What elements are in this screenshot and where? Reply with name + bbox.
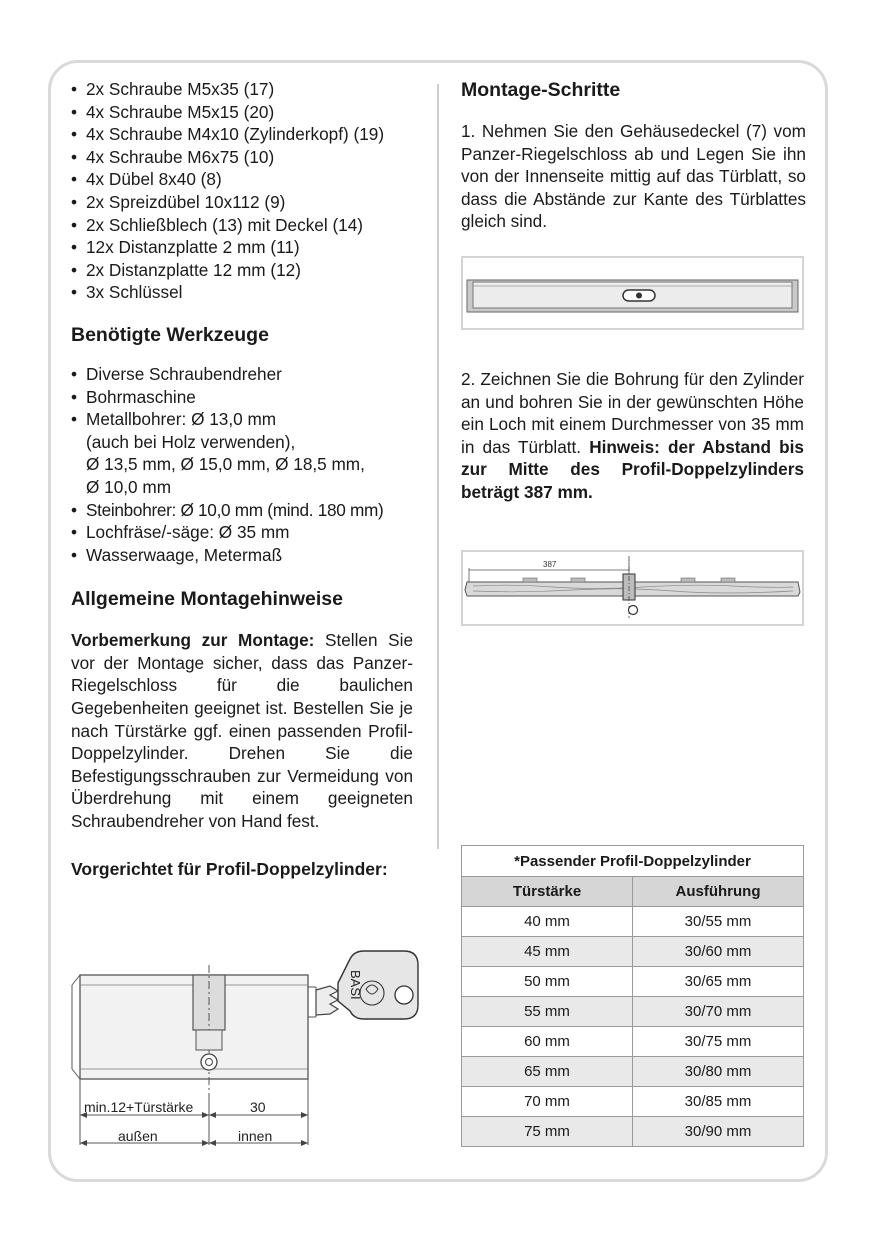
table-cell: 30/90 mm [633, 1117, 804, 1147]
door-section-drawing [463, 552, 802, 624]
table-cell: 70 mm [462, 1087, 633, 1117]
list-item: • Wasserwaage, Metermaß [71, 544, 416, 567]
door-section-figure [461, 550, 804, 626]
housing-cover-drawing [463, 258, 802, 328]
table-row [462, 1057, 804, 1087]
list-item: • 4x Schraube M6x75 (10) [71, 146, 416, 169]
list-item: • Steinbohrer: Ø 10,0 mm (mind. 180 mm) [71, 499, 416, 522]
left-column [71, 78, 416, 881]
cylinder-table [461, 845, 804, 1147]
table-row [462, 997, 804, 1027]
tools-heading: Benötigte Werkzeuge [71, 323, 269, 346]
table-row [462, 937, 804, 967]
list-item-line: Ø 13,5 mm, Ø 15,0 mm, Ø 18,5 mm, [86, 454, 365, 475]
table-cell: 30/85 mm [633, 1087, 804, 1117]
key-brand-label: BASI [348, 970, 363, 1000]
label-inside: innen [238, 1128, 273, 1144]
step-1-text: 1. Nehmen Sie den Gehäusedeckel (7) vom Panzer-Riegelschloss ab und Legen Sie ihn von der Innenseite mittig auf das Türblatt, so dass die Abstände zur Kante des Türblattes gleich sind. [461, 121, 806, 232]
list-item-line: • Metallbohrer: Ø 13,0 mm [86, 409, 277, 430]
dimension-outside-formula: min.12+Türstärke [84, 1099, 194, 1115]
key-icon [316, 951, 418, 1019]
table-row [462, 967, 804, 997]
table-cell: 40 mm [462, 907, 633, 937]
prepared-heading: Vorgerichtet für Profil-Doppelzylinder: [71, 858, 388, 879]
table-cell: 65 mm [462, 1057, 633, 1087]
table-cell: 75 mm [462, 1117, 633, 1147]
table-title: *Passender Profil-Doppelzylinder [462, 846, 804, 877]
table-row [462, 907, 804, 937]
list-item: • 2x Distanzplatte 12 mm (12) [71, 259, 416, 282]
steps-heading: Montage-Schritte [461, 79, 621, 101]
list-item: • 4x Schraube M4x10 (Zylinderkopf) (19) [71, 123, 416, 146]
list-item-line: Ø 10,0 mm [86, 476, 172, 497]
general-text: Stellen Sie vor der Montage sicher, dass das Panzer-Riegelschloss für die baulichen Gegebenheiten geeignet ist. Bestellen Sie je nach Türstärke ggf. einen passenden Profil-Doppelzylinder. Drehen Sie die Befestigungsschrauben zur Vermeidung von Überdrehung mit einem geeigneten Schraubendreher von Hand fest. [71, 630, 413, 832]
table-header-version: Ausführung [633, 877, 804, 907]
table-cell: 60 mm [462, 1027, 633, 1057]
table-cell: 30/65 mm [633, 967, 804, 997]
step-2-text: 2. Zeichnen Sie die Bohrung für den Zylinder an und bohren Sie in der gewünschten Höhe ein Loch mit einem Durchmesser von 35 mm in das Türblatt. [461, 369, 804, 457]
table-cell: 55 mm [462, 997, 633, 1027]
list-item: • 2x Schraube M5x35 (17) [71, 78, 416, 101]
table-cell: 30/55 mm [633, 907, 804, 937]
table-cell: 30/75 mm [633, 1027, 804, 1057]
list-item: • Diverse Schraubendreher [71, 363, 416, 386]
step-2-note: Hinweis: der Abstand bis zur Mitte des Profil-Doppelzylinders beträgt 387 mm. [461, 436, 804, 502]
table-cell: 50 mm [462, 967, 633, 997]
dimension-387-label: 387 [543, 560, 557, 569]
step-2-paragraph [461, 368, 804, 504]
list-item: • 12x Distanzplatte 2 mm (11) [71, 236, 416, 259]
dimension-inside-value: 30 [250, 1099, 266, 1115]
parts-list [71, 78, 416, 304]
cylinder-key-drawing [68, 945, 428, 1150]
housing-cover-figure [461, 256, 804, 330]
cylinder-body [72, 965, 316, 1095]
general-lead: Vorbemerkung zur Montage: [71, 630, 315, 651]
table-header-thickness: Türstärke [462, 877, 633, 907]
table-cell: 30/70 mm [633, 997, 804, 1027]
right-column [461, 78, 806, 233]
table-row [462, 1087, 804, 1117]
label-outside: außen [118, 1128, 158, 1144]
dimension-lines [80, 1079, 308, 1146]
table-cell: 45 mm [462, 937, 633, 967]
column-divider [437, 84, 439, 849]
list-item: • 4x Dübel 8x40 (8) [71, 168, 416, 191]
list-item: • 3x Schlüssel [71, 281, 416, 304]
table-cell: 30/80 mm [633, 1057, 804, 1087]
list-item: • 2x Schließblech (13) mit Deckel (14) [71, 214, 416, 237]
table-cell: 30/60 mm [633, 937, 804, 967]
table-row [462, 1027, 804, 1057]
general-paragraph [71, 629, 413, 832]
list-item: • 4x Schraube M5x15 (20) [71, 101, 416, 124]
tools-list [71, 363, 416, 566]
list-item: • Lochfräse/-säge: Ø 35 mm [71, 521, 416, 544]
list-item [71, 408, 416, 498]
general-heading: Allgemeine Montagehinweise [71, 588, 343, 611]
table-row [462, 1117, 804, 1147]
list-item: • Bohrmaschine [71, 386, 416, 409]
list-item: • 2x Spreizdübel 10x112 (9) [71, 191, 416, 214]
list-item-line: (auch bei Holz verwenden), [86, 431, 296, 452]
